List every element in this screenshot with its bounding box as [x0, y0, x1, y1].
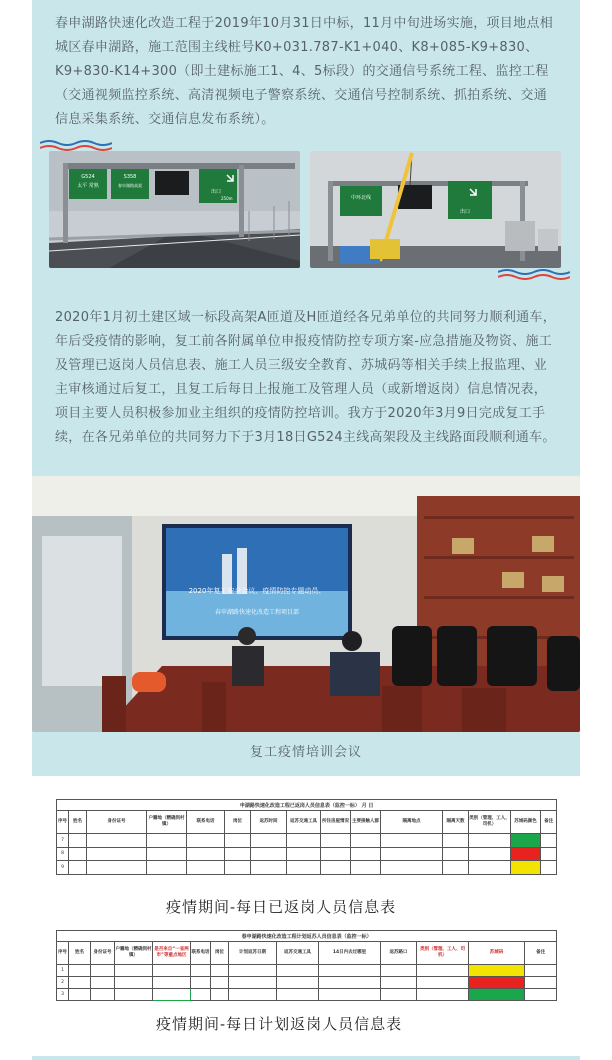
- table-row: [57, 847, 557, 861]
- t1-header: 主要接触人群: [351, 811, 381, 834]
- t2-header: 序号: [57, 942, 69, 965]
- wave-decoration-bottom: [498, 268, 570, 280]
- right-sign-text: 出口: [460, 209, 471, 215]
- t1-header: 所住房屋情况: [321, 811, 351, 834]
- t2-header: 备注: [525, 942, 557, 965]
- screen-line-2: 春申湖路快速化改造工程项目部: [214, 609, 300, 616]
- table1-header: [57, 811, 557, 834]
- crane-installation-photo: [310, 151, 561, 268]
- t1-header: 隔离天数: [443, 811, 469, 834]
- t1-header: 姓名: [69, 811, 87, 834]
- code-color-green: [511, 834, 541, 848]
- sign-c-dist: 250m: [221, 196, 233, 201]
- t2-header: 是否来自“一省两市”等重点地区: [153, 942, 191, 965]
- t1-header: 隔离地点: [381, 811, 443, 834]
- sign-a-code: G524: [81, 174, 95, 180]
- planned-return-table: [56, 930, 557, 1001]
- table-row: [57, 989, 557, 1001]
- t2-header: 计划返苏日期: [229, 942, 277, 965]
- returned-staff-table: [56, 799, 557, 875]
- row-number: 3: [57, 989, 69, 1001]
- t2-header: 14日内去过哪里: [319, 942, 381, 965]
- t1-header: 岗位: [225, 811, 251, 834]
- t2-header: 身份证号: [91, 942, 115, 965]
- t1-header: 苏城码颜色: [511, 811, 541, 834]
- table-row: [57, 965, 557, 977]
- sign-a-text: 太平 常熟: [77, 183, 99, 189]
- row-number: 7: [57, 834, 69, 848]
- t2-header: 户籍地（精确到村镇）: [115, 942, 153, 965]
- code-color-red: [511, 847, 541, 861]
- code-color-green: [469, 989, 525, 1001]
- t1-header: 序号: [57, 811, 69, 834]
- row-number: 8: [57, 847, 69, 861]
- table2-caption: 疫情期间-每日计划返岗人员信息表: [156, 1015, 403, 1033]
- meeting-caption: 复工疫情培训会议: [249, 744, 362, 760]
- code-color-yellow: [511, 861, 541, 875]
- t2-header: 苏城码: [469, 942, 525, 965]
- t2-header: 类别（管理、工人、司机）: [417, 942, 469, 965]
- table1-title: 申湖路快速化改造工程已返岗人员信息表（监控一标） 月 日: [57, 800, 557, 811]
- t1-header: 联系电话: [187, 811, 225, 834]
- progress-paragraph: 2020年1月初土建区域一标段高架A匝道及H匝道经各兄弟单位的共同努力顺利通车，年后受疫情的影响，复工前各附属单位申报疫情防控专项方案-应急措施及物资、施工及管理已返岗人员信息表、施工人员三级安全教育、苏城码等相关手续上报监理、业主审核通过后复工，且复工后每日上报施工及管理人员（或新增返岗）信息情况表，项目主要人员积极参加业主组织的疫情防控培训。我方于2020年3月9日完成复工手续，在各兄弟单位的共同努力下于3月18日G524主线高架段及主线路面段顺利通车。: [55, 310, 557, 445]
- left-sign-text: 中环北线: [350, 195, 372, 201]
- t2-header: 姓名: [69, 942, 91, 965]
- t2-header: 返苏路口: [381, 942, 417, 965]
- sign-c-text: 出口: [211, 189, 222, 195]
- t1-header: 返苏交通工具: [287, 811, 321, 834]
- screen-line-1: 2020年复工安全会议、疫情防控专题动员、: [188, 587, 326, 595]
- t1-header: 身份证号: [87, 811, 147, 834]
- table2-title: 春申湖路快速化改造工程计划返苏人员信息表（监控一标）: [57, 931, 557, 942]
- table2-header: [57, 942, 557, 965]
- highway-gantry-photo: [49, 151, 300, 268]
- t2-header: 联系电话: [191, 942, 211, 965]
- t1-header: 类别（管理、工人、司机）: [469, 811, 511, 834]
- wave-decoration-top: [40, 139, 112, 151]
- intro-paragraph: 春申湖路快速化改造工程于2019年10月31日中标，11月中旬进场实施，项目地点相城区春申湖路，施工范围主线桩号K0+031.787-K1+040、K8+085-K9+830、K9+830-K14+300（即土建标施工1、4、5标段）的交通信号系统工程、监控工程（交通视频监控系统、高清视频电子警察系统、交通信号控制系统、抓拍系统、交通信息采集系统、交通信息发布系统）。: [55, 16, 554, 127]
- meeting-room-photo: [32, 476, 580, 732]
- table1-caption: 疫情期间-每日已返岗人员信息表: [166, 898, 397, 916]
- t1-header: 返苏时间: [251, 811, 287, 834]
- t1-header: 备注: [541, 811, 557, 834]
- sign-b-text: 春申湖路高架: [118, 183, 142, 188]
- t2-header: 返苏交通工具: [277, 942, 319, 965]
- row-number: 1: [57, 965, 69, 977]
- code-color-red: [469, 977, 525, 989]
- t1-header: 户籍地（精确到村镇）: [147, 811, 187, 834]
- t2-header: 岗位: [211, 942, 229, 965]
- table-row: [57, 861, 557, 875]
- row-number: 9: [57, 861, 69, 875]
- row-number: 2: [57, 977, 69, 989]
- table-row: [57, 977, 557, 989]
- sign-b-code: S358: [123, 174, 137, 180]
- table-row: [57, 834, 557, 848]
- code-color-yellow: [469, 965, 525, 977]
